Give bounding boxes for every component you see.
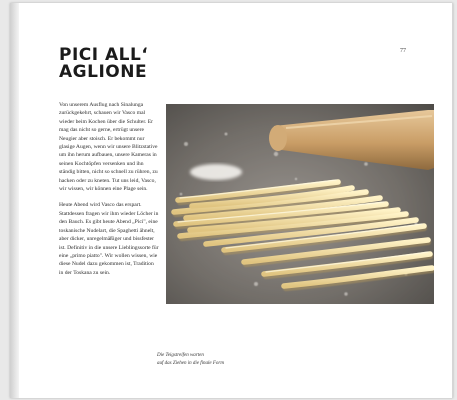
paragraph: Von unserem Ausflug nach Sinalunga zurückgekehrt, schauen wir Vasco mal wieder beim Kochen über die Schulter. Er mag das nicht so gerne, ertrügt unsere Neugier aber stoisch. Er bekommt nur glasige Augen, wenn wir unsere Blitzstative um ihn herum aufbauen, unsere Kameras in seinen Kochtöpfen versenken und ihn ständig bitten, nicht so schnell zu rühren, zu hacken oder zu kneten. Tut uns leid, Vasco, wir wissen, wir können eine Plage sein.	[59, 102, 158, 193]
pici-pasta-image	[166, 104, 434, 304]
caption-line-2: auf das Ziehen in die finale Form	[157, 360, 224, 366]
recipe-title-line-1: PICI ALL‘	[59, 45, 149, 65]
body-text	[59, 101, 159, 285]
caption-line-1: Die Teigstreifen warten	[157, 353, 204, 358]
recipe-title	[59, 47, 148, 81]
book-page	[10, 3, 453, 398]
recipe-title-line-2: AGLIONE	[59, 62, 148, 82]
flour-pile	[190, 164, 242, 180]
page-spine-shadow	[10, 3, 19, 398]
paragraph: Heute Abend wird Vasco das erspart. Stattdessen fragen wir ihm wieder Löcher in den Bauch. Es gibt heute Abend „Pici", eine toskanische Nudelart, die Spaghetti ähnelt, aber dicker, unregelmäßiger und bissfester ist. Definitiv in die unsere Lieblingssorte für eine „primo piatto". Wir wollen wissen, wie diese Nudel dazu gekommen ist, Tradition in der Toskana zu sein.	[59, 202, 159, 276]
pasta-photo	[166, 104, 434, 304]
photo-caption	[157, 352, 257, 367]
page-number: 77	[400, 48, 406, 54]
